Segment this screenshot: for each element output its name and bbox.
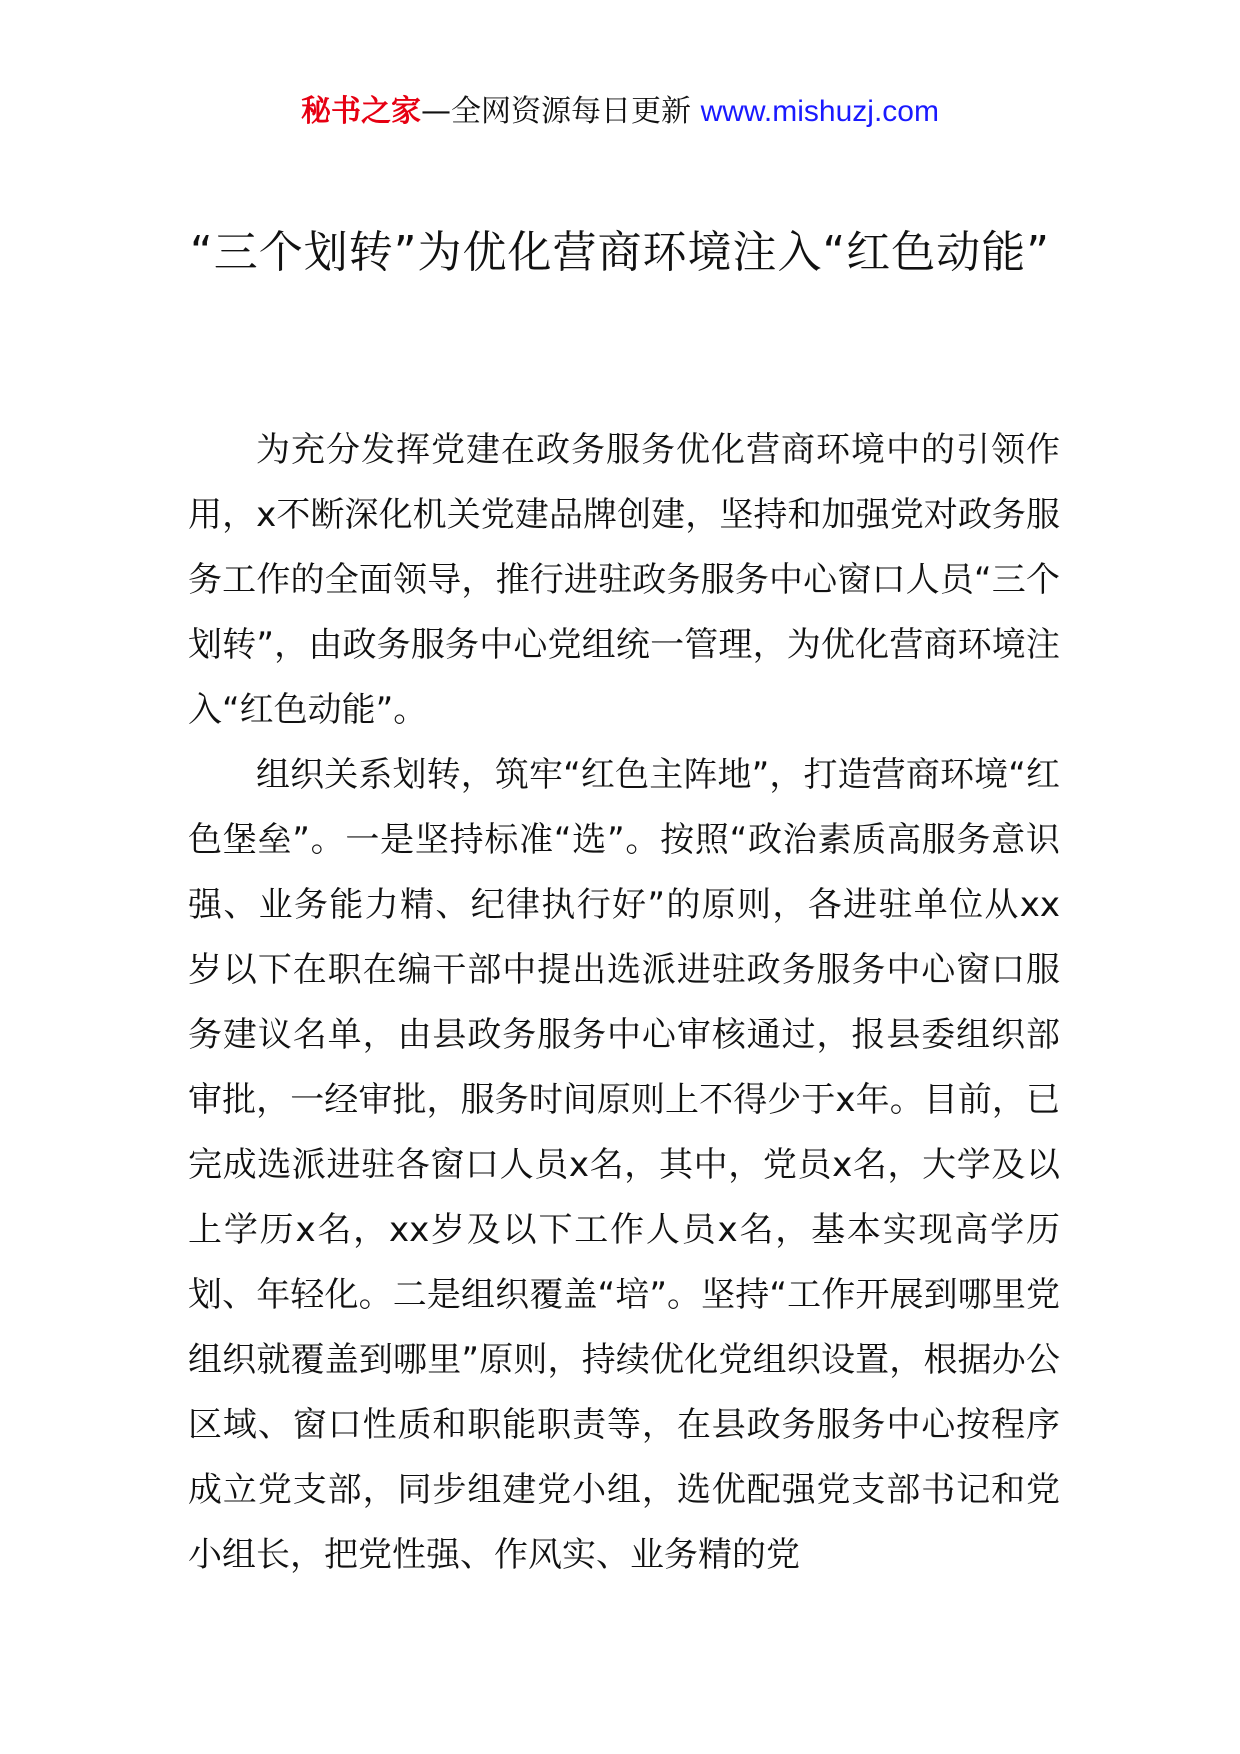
brand-name: 秘书之家 (301, 94, 422, 129)
header-tagline: —全网资源每日更新 (421, 94, 692, 129)
document-title: “三个划转”为优化营商环境注入“红色动能” (189, 227, 1051, 278)
paragraph-intro: 为充分发挥党建在政务服务优化营商环境中的引领作用，x不断深化机关党建品牌创建，坚持和加强党对政务服务工作的全面领导，推行进驻政务服务中心窗口人员“三个划转”，由政务服务中心党组统一管理，为优化营商环境注入“红色动能”。 (188, 430, 1060, 730)
site-url-link[interactable]: www.mishuzj.com (700, 95, 939, 128)
paragraph-organization-transfer: 组织关系划转，筑牢“红色主阵地”，打造营商环境“红色堡垒”。一是坚持标准“选”。按照“政治素质高服务意识强、业务能力精、纪律执行好”的原则，各进驻单位从xx岁以下在职在编干部中提出选派进驻政务服务中心窗口服务建议名单，由县政务服务中心审核通过，报县委组织部审批，一经审批，服务时间原则上不得少于x年。目前，已完成选派进驻各窗口人员x名，其中，党员x名，大学及以上学历x名，xx岁及以下工作人员x名，基本实现高学历划、年轻化。二是组织覆盖“培”。坚持“工作开展到哪里党组织就覆盖到哪里”原则，持续优化党组织设置，根据办公区域、窗口性质和职能职责等，在县政务服务中心按程序成立党支部，同步组建党小组，选优配强党支部书记和党小组长，把党性强、作风实、业务精的党 (188, 755, 1060, 1575)
site-header (0, 92, 1240, 132)
document-body (188, 418, 1060, 1588)
